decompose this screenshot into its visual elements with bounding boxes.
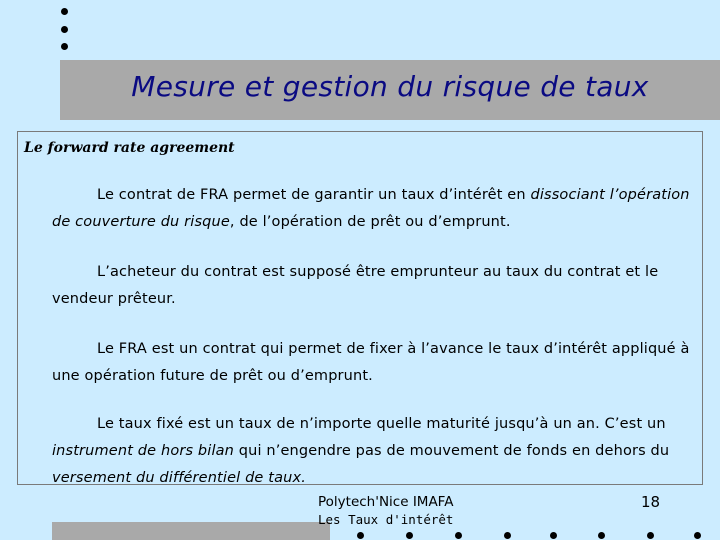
footer-line-1: Polytech'Nice IMAFA [318,494,454,510]
paragraph-4 [52,411,692,492]
decor-dot [61,26,68,33]
paragraph-4-text-a: Le taux fixé est un taux de n’importe quelle maturité jusqu’à un an. C’est un [97,416,666,432]
paragraph-4-text-c: qui n’engendre pas de mouvement de fonds en dehors du [234,443,670,459]
decor-dot [504,532,511,539]
decor-dot [357,532,364,539]
paragraph-4-emphasis-end: versement du différentiel de taux. [52,470,306,486]
paragraph-1 [52,182,692,236]
paragraph-3: Le FRA est un contrat qui permet de fixer à l’avance le taux d’intérêt appliqué à une opération future de prêt ou d’emprunt. [52,341,690,384]
decor-dot [61,43,68,50]
decor-dot [550,532,557,539]
slide-title: Mesure et gestion du risque de taux [131,70,649,103]
decor-dot [455,532,462,539]
bottom-bar [52,522,330,540]
footer [318,493,453,529]
paragraph-1-text-c: , de l’opération de prêt ou d’emprunt. [229,214,511,230]
section-title: Le forward rate agreement [24,140,235,156]
paragraph-4-emphasis: instrument de hors bilan [52,443,234,459]
decor-dot [406,532,413,539]
paragraph-1-text-a: Le contrat de FRA permet de garantir un taux d’intérêt en [97,187,531,203]
footer-line-2: Les Taux d'intérêt [318,512,454,527]
decor-dot [647,532,654,539]
page-number: 18 [641,493,661,511]
content-box [17,131,703,485]
decor-dot [694,532,701,539]
decor-dot [61,8,68,15]
paragraph-2: L’acheteur du contrat est supposé être emprunteur au taux du contrat et le vendeur prêteur. [52,264,659,307]
title-bar [60,60,720,120]
paragraph-1-emphasis: dissociant l’opération de couverture du risque [52,187,690,230]
decor-dot [598,532,605,539]
